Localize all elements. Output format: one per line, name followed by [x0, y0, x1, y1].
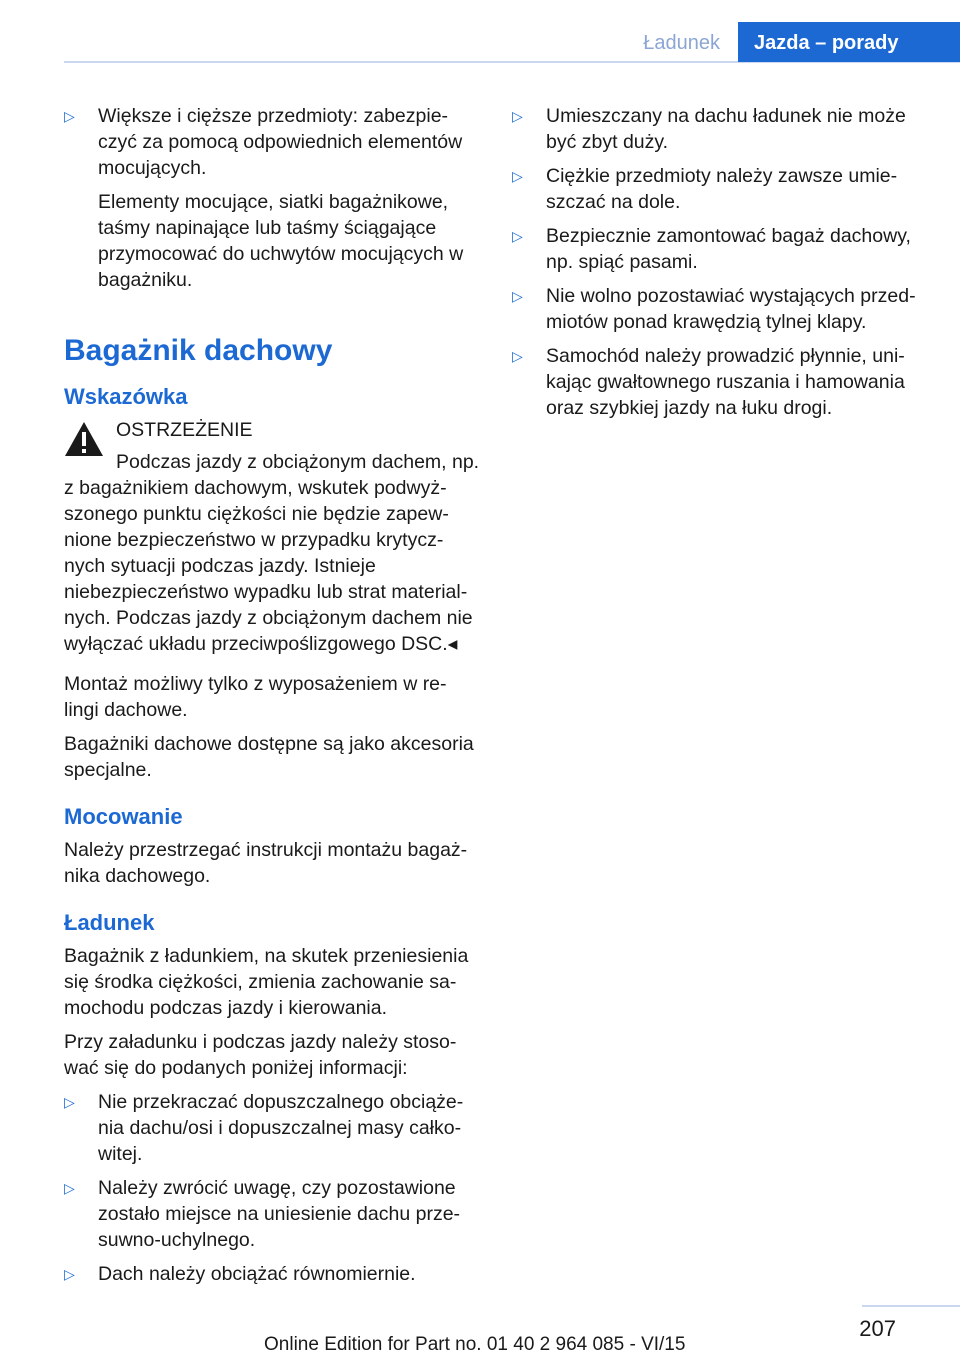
triangle-right-icon: ▷: [512, 108, 523, 124]
list-item-text: Dach należy obciążać równomiernie.: [98, 1263, 416, 1285]
list-item-text: Umieszczany na dachu ładunek nie może być zbyt duży.: [546, 105, 906, 153]
list-item: [64, 103, 482, 293]
page-header: [0, 22, 960, 62]
list-item: [512, 283, 926, 335]
list-item-text: Należy zwrócić uwagę, czy pozostawione zostało miejsce na uniesienie dachu prze‐ suwno-uchylnego.: [98, 1177, 461, 1251]
triangle-right-icon: ▷: [64, 1266, 75, 1282]
list-item-text: Nie wolno pozostawiać wystających przed‐ miotów ponad krawędzią tylnej klapy.: [546, 285, 916, 333]
section-tab-previous[interactable]: Ładunek: [643, 32, 720, 54]
triangle-right-icon: ▷: [64, 1180, 75, 1196]
list-item-text: Nie przekraczać dopuszczalnego obciąże‐ nia dachu/osi i dopuszczalnej masy całko‐ witej.: [98, 1091, 464, 1165]
triangle-right-icon: ▷: [512, 348, 523, 364]
triangle-right-icon: ▷: [64, 108, 75, 124]
triangle-right-icon: ▷: [512, 228, 523, 244]
warning-title: OSTRZEŻENIE: [116, 419, 253, 441]
warning-text-rest: z bagażnikiem dachowym, wskutek podwyż‐ szonego punktu ciężkości nie będzie zapew‐ nione bezpieczeństwo w przypadku krytycz‐ nych sytuacji podczas jazdy. Istnieje niebezpieczeństwo wypadku lub strat material‐ nych. Podczas jazdy z obciążonym dachem nie wyłączać układu przeciwpoślizgowego DSC.◂: [64, 477, 473, 655]
list-item: [64, 1175, 482, 1253]
list-item: [512, 343, 926, 421]
list-item: [64, 1089, 482, 1167]
triangle-right-icon: ▷: [512, 168, 523, 184]
paragraph: Bagażniki dachowe dostępne są jako akcesoria specjalne.: [64, 733, 474, 781]
list-item: [512, 223, 926, 275]
paragraph: Należy przestrzegać instrukcji montażu bagaż‐ nika dachowego.: [64, 839, 468, 887]
list-item-text: Ciężkie przedmioty należy zawsze umie‐ szczać na dole.: [546, 165, 898, 213]
paragraph: Bagażnik z ładunkiem, na skutek przeniesienia się środka ciężkości, zmienia zachowanie sa‐ mochodu podczas jazdy i kierowania.: [64, 945, 469, 1019]
paragraph: Przy załadunku i podczas jazdy należy stoso‐ wać się do podanych poniżej informacji:: [64, 1031, 457, 1079]
warning-block: [64, 417, 482, 657]
footer-rule: [862, 1305, 960, 1307]
warning-text-first: Podczas jazdy z obciążonym dachem, np.: [116, 451, 480, 473]
edition-footer: Online Edition for Part no. 01 40 2 964 085 - VI/15: [264, 1334, 686, 1355]
list-item-text: Większe i cięższe przedmioty: zabezpie‐ czyć za pomocą odpowiednich elementów mocujących.: [98, 105, 463, 179]
list-item: [512, 103, 926, 155]
page-number: 207: [859, 1316, 896, 1341]
list-item-text: Bezpiecznie zamontować bagaż dachowy, np. spiąć pasami.: [546, 225, 911, 273]
triangle-right-icon: ▷: [64, 1094, 75, 1110]
list-item-text: Samochód należy prowadzić płynnie, uni‐ kając gwałtownego ruszania i hamowania oraz szybkiej jazdy na łuku drogi.: [546, 345, 905, 419]
paragraph: Montaż możliwy tylko z wyposażeniem w re‐ lingi dachowe.: [64, 673, 447, 721]
left-column: [64, 103, 482, 1295]
section-tab-current[interactable]: Jazda – porady: [738, 22, 960, 62]
subheading-note: Wskazówka: [64, 384, 188, 409]
subheading-mounting: Mocowanie: [64, 804, 183, 829]
list-item: [512, 163, 926, 215]
warning-text: [64, 449, 482, 657]
warning-triangle-icon: [64, 421, 104, 457]
list-item: [64, 1261, 482, 1287]
list-item-subtext: Elementy mocujące, siatki bagażnikowe, taśmy napinające lub taśmy ściągające przymocować do uchwytów mocujących w bagażniku.: [98, 191, 464, 291]
section-heading: Bagażnik dachowy: [64, 334, 333, 367]
triangle-right-icon: ▷: [512, 288, 523, 304]
subheading-load: Ładunek: [64, 910, 155, 935]
right-column: [512, 103, 926, 429]
